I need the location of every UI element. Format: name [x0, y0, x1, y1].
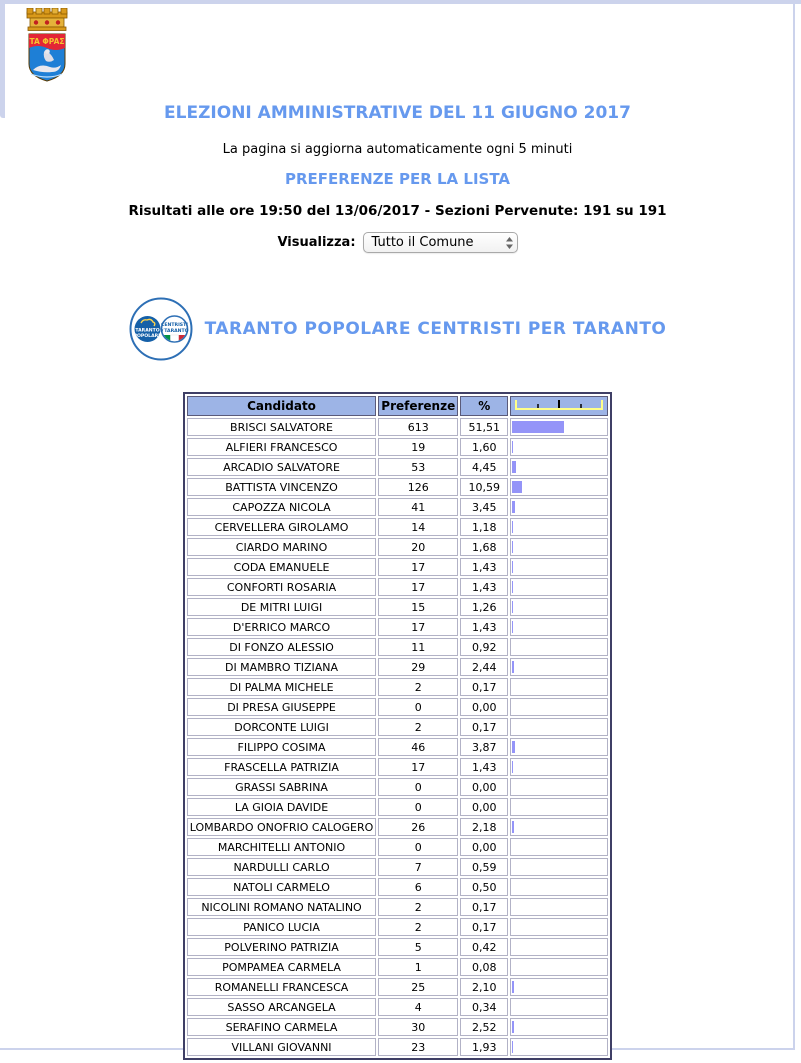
table-row	[187, 538, 608, 556]
table-row	[187, 618, 608, 636]
percent-value: 1,68	[460, 538, 508, 556]
preferences-value: 41	[378, 498, 458, 516]
percent-value: 4,45	[460, 458, 508, 476]
preferences-value: 7	[378, 858, 458, 876]
table-row	[187, 998, 608, 1016]
percent-bar	[512, 441, 513, 453]
preferences-value: 17	[378, 618, 458, 636]
preferences-value: 2	[378, 918, 458, 936]
percent-bar-cell	[510, 1038, 608, 1056]
table-row	[187, 558, 608, 576]
percent-bar-cell	[510, 658, 608, 676]
preferences-value: 17	[378, 578, 458, 596]
percent-bar-cell	[510, 638, 608, 656]
percent-bar-cell	[510, 878, 608, 896]
candidate-name: LA GIOIA DAVIDE	[187, 798, 377, 816]
percent-bar	[512, 521, 513, 533]
preferences-value: 14	[378, 518, 458, 536]
percent-value: 1,60	[460, 438, 508, 456]
percent-bar-cell	[510, 898, 608, 916]
percent-bar-cell	[510, 938, 608, 956]
candidate-name: PANICO LUCIA	[187, 918, 377, 936]
percent-bar-cell	[510, 918, 608, 936]
preferences-value: 5	[378, 938, 458, 956]
table-row	[187, 578, 608, 596]
preferences-value: 2	[378, 718, 458, 736]
percent-bar	[512, 761, 513, 773]
table-row	[187, 778, 608, 796]
table-row	[187, 438, 608, 456]
percent-bar-cell	[510, 838, 608, 856]
percent-bar-cell	[510, 438, 608, 456]
section-title: PREFERENZE PER LA LISTA	[285, 170, 510, 188]
percent-value: 0,00	[460, 778, 508, 796]
visualizza-label: Visualizza:	[277, 235, 356, 250]
candidate-name: MARCHITELLI ANTONIO	[187, 838, 377, 856]
percent-bar-cell	[510, 818, 608, 836]
percent-bar	[512, 561, 513, 573]
candidate-name: BATTISTA VINCENZO	[187, 478, 377, 496]
candidate-name: SERAFINO CARMELA	[187, 1018, 377, 1036]
percent-value: 0,34	[460, 998, 508, 1016]
percent-bar-cell	[510, 718, 608, 736]
percent-bar-cell	[510, 558, 608, 576]
candidate-name: DI FONZO ALESSIO	[187, 638, 377, 656]
percent-value: 0,92	[460, 638, 508, 656]
percent-value: 0,50	[460, 878, 508, 896]
preferences-value: 4	[378, 998, 458, 1016]
percent-value: 0,08	[460, 958, 508, 976]
percent-bar-cell	[510, 478, 608, 496]
percent-bar	[512, 501, 515, 513]
header-preferenze: Preferenze	[378, 396, 458, 416]
percent-value: 0,00	[460, 838, 508, 856]
candidate-name: ARCADIO SALVATORE	[187, 458, 377, 476]
table-row	[187, 838, 608, 856]
candidate-name: DORCONTE LUIGI	[187, 718, 377, 736]
candidate-name: CAPOZZA NICOLA	[187, 498, 377, 516]
preferences-value: 0	[378, 778, 458, 796]
percent-value: 0,17	[460, 718, 508, 736]
table-row	[187, 498, 608, 516]
percent-bar	[512, 421, 564, 433]
preferences-value: 53	[378, 458, 458, 476]
percent-value: 1,26	[460, 598, 508, 616]
candidate-name: ROMANELLI FRANCESCA	[187, 978, 377, 996]
percent-bar-cell	[510, 958, 608, 976]
table-row	[187, 878, 608, 896]
table-row	[187, 458, 608, 476]
percent-bar	[512, 1021, 514, 1033]
candidate-name: GRASSI SABRINA	[187, 778, 377, 796]
table-row	[187, 938, 608, 956]
percent-bar-cell	[510, 598, 608, 616]
percent-value: 0,00	[460, 798, 508, 816]
table-header-row	[187, 396, 608, 416]
candidate-name: CIARDO MARINO	[187, 538, 377, 556]
preferences-value: 30	[378, 1018, 458, 1036]
table-row	[187, 638, 608, 656]
percent-value: 2,52	[460, 1018, 508, 1036]
candidate-name: CODA EMANUELE	[187, 558, 377, 576]
table-row	[187, 1038, 608, 1056]
percent-bar-cell	[510, 998, 608, 1016]
table-row	[187, 718, 608, 736]
percent-value: 0,17	[460, 898, 508, 916]
scale-ruler-icon	[513, 398, 605, 411]
percent-bar	[512, 621, 513, 633]
candidate-name: POMPAMEA CARMELA	[187, 958, 377, 976]
auto-refresh-note: La pagina si aggiorna automaticamente ogni 5 minuti	[222, 142, 573, 157]
percent-bar	[512, 461, 516, 473]
preferences-table	[183, 392, 612, 1060]
candidate-name: VILLANI GIOVANNI	[187, 1038, 377, 1056]
percent-value: 1,93	[460, 1038, 508, 1056]
percent-value: 51,51	[460, 418, 508, 436]
percent-bar-cell	[510, 618, 608, 636]
preferences-value: 0	[378, 838, 458, 856]
taranto-coat-of-arms-icon	[24, 8, 70, 84]
percent-value: 0,59	[460, 858, 508, 876]
table-row	[187, 478, 608, 496]
table-row	[187, 918, 608, 936]
percent-bar-cell	[510, 518, 608, 536]
table-row	[187, 978, 608, 996]
logo-left-line1: TARANTO	[134, 328, 160, 334]
percent-value: 1,43	[460, 578, 508, 596]
preferences-value: 26	[378, 818, 458, 836]
candidate-name: NATOLI CARMELO	[187, 878, 377, 896]
candidate-name: BRISCI SALVATORE	[187, 418, 377, 436]
percent-value: 3,45	[460, 498, 508, 516]
percent-bar-cell	[510, 858, 608, 876]
percent-bar-cell	[510, 978, 608, 996]
percent-value: 0,17	[460, 678, 508, 696]
candidate-name: DE MITRI LUIGI	[187, 598, 377, 616]
percent-bar-cell	[510, 698, 608, 716]
candidate-name: POLVERINO PATRIZIA	[187, 938, 377, 956]
preferences-value: 11	[378, 638, 458, 656]
percent-bar-cell	[510, 778, 608, 796]
results-status-line: Risultati alle ore 19:50 del 13/06/2017 - Sezioni Pervenute: 191 su 191	[128, 203, 667, 219]
list-logo-icon	[129, 297, 193, 361]
preferences-value: 2	[378, 898, 458, 916]
visualizza-row	[0, 232, 795, 253]
table-row	[187, 738, 608, 756]
percent-bar	[512, 541, 513, 553]
candidate-name: SASSO ARCANGELA	[187, 998, 377, 1016]
preferences-value: 1	[378, 958, 458, 976]
percent-bar	[512, 481, 522, 493]
percent-value: 1,18	[460, 518, 508, 536]
percent-value: 2,10	[460, 978, 508, 996]
table-row	[187, 598, 608, 616]
preferences-value: 2	[378, 678, 458, 696]
preferences-value: 0	[378, 798, 458, 816]
visualizza-selected-value: Tutto il Comune	[371, 235, 474, 250]
table-row	[187, 898, 608, 916]
preferences-value: 17	[378, 558, 458, 576]
percent-value: 2,44	[460, 658, 508, 676]
candidate-name: CERVELLERA GIROLAMO	[187, 518, 377, 536]
candidate-name: DI PALMA MICHELE	[187, 678, 377, 696]
header-candidato: Candidato	[187, 396, 377, 416]
percent-value: 10,59	[460, 478, 508, 496]
table-row	[187, 1018, 608, 1036]
table-row	[187, 698, 608, 716]
percent-value: 0,42	[460, 938, 508, 956]
percent-bar	[512, 581, 513, 593]
percent-bar-cell	[510, 1018, 608, 1036]
list-title: TARANTO POPOLARE CENTRISTI PER TARANTO	[204, 319, 667, 339]
logo-right-line1: CENTRISTI	[160, 323, 188, 328]
candidate-name: D'ERRICO MARCO	[187, 618, 377, 636]
candidate-name: DI MAMBRO TIZIANA	[187, 658, 377, 676]
preferences-value: 0	[378, 698, 458, 716]
preferences-value: 20	[378, 538, 458, 556]
percent-bar	[512, 661, 514, 673]
percent-value: 3,87	[460, 738, 508, 756]
percent-value: 2,18	[460, 818, 508, 836]
preferences-value: 613	[378, 418, 458, 436]
table-row	[187, 658, 608, 676]
table-row	[187, 678, 608, 696]
preferences-value: 23	[378, 1038, 458, 1056]
crest-motto: TA ΦPAΣ	[29, 37, 65, 46]
percent-value: 0,00	[460, 698, 508, 716]
preferences-value: 6	[378, 878, 458, 896]
table-row	[187, 858, 608, 876]
table-row	[187, 518, 608, 536]
table-row	[187, 418, 608, 436]
candidate-name: NICOLINI ROMANO NATALINO	[187, 898, 377, 916]
candidate-name: FRASCELLA PATRIZIA	[187, 758, 377, 776]
candidate-name: ALFIERI FRANCESCO	[187, 438, 377, 456]
percent-bar-cell	[510, 458, 608, 476]
visualizza-select[interactable]	[363, 232, 518, 253]
preferences-value: 25	[378, 978, 458, 996]
preferences-value: 46	[378, 738, 458, 756]
percent-value: 1,43	[460, 618, 508, 636]
percent-bar	[512, 1041, 513, 1053]
percent-bar	[512, 821, 514, 833]
table-row	[187, 958, 608, 976]
percent-bar	[512, 601, 513, 613]
percent-value: 0,17	[460, 918, 508, 936]
percent-bar-cell	[510, 678, 608, 696]
percent-bar-cell	[510, 418, 608, 436]
candidate-name: CONFORTI ROSARIA	[187, 578, 377, 596]
percent-bar-cell	[510, 538, 608, 556]
preferences-value: 29	[378, 658, 458, 676]
candidate-name: LOMBARDO ONOFRIO CALOGERO	[187, 818, 377, 836]
table-row	[187, 758, 608, 776]
table-row	[187, 818, 608, 836]
page-title: ELEZIONI AMMINISTRATIVE DEL 11 GIUGNO 2017	[164, 103, 631, 123]
header-percent: %	[460, 396, 508, 416]
preferences-value: 15	[378, 598, 458, 616]
logo-left-line2: POPOLARE	[133, 333, 161, 339]
candidate-name: FILIPPO COSIMA	[187, 738, 377, 756]
percent-bar	[512, 981, 514, 993]
list-header	[0, 297, 795, 361]
candidate-name: NARDULLI CARLO	[187, 858, 377, 876]
candidate-name: DI PRESA GIUSEPPE	[187, 698, 377, 716]
preferences-value: 126	[378, 478, 458, 496]
preferences-value: 19	[378, 438, 458, 456]
preferences-value: 17	[378, 758, 458, 776]
select-arrows-icon	[505, 236, 514, 250]
percent-bar-cell	[510, 798, 608, 816]
table-row	[187, 798, 608, 816]
logo-right-line2: ✗TARANTO	[160, 329, 189, 334]
percent-bar-cell	[510, 498, 608, 516]
header-bar-scale	[510, 396, 608, 416]
percent-bar	[512, 741, 515, 753]
percent-value: 1,43	[460, 758, 508, 776]
percent-value: 1,43	[460, 558, 508, 576]
percent-bar-cell	[510, 738, 608, 756]
percent-bar-cell	[510, 758, 608, 776]
percent-bar-cell	[510, 578, 608, 596]
